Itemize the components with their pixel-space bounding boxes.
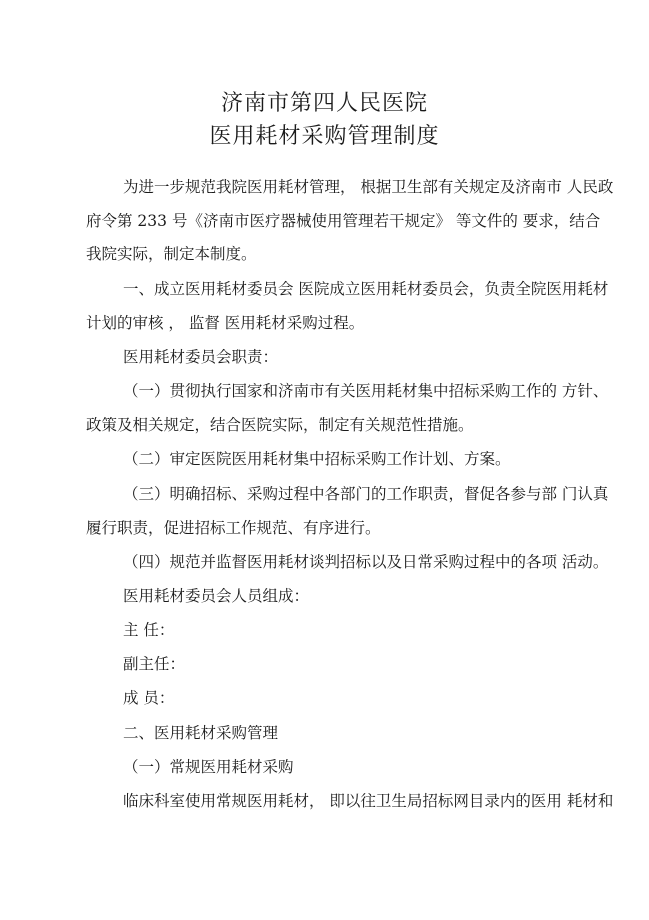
paragraph-line: 我院实际，制定本制度。 [86, 245, 257, 263]
paragraph-line: 临床科室使用常规医用耗材， 即以往卫生局招标网目录内的医用 耗材和 [123, 792, 614, 810]
document-title-line-1: 济南市第四人民医院 [220, 91, 428, 116]
paragraph-line: 医用耗材委员会职责： [123, 348, 279, 366]
paragraph-line: （二）审定医院医用耗材集中招标采购工作计划、方案。 [123, 450, 511, 468]
paragraph-line: 府令第 233 号《济南市医疗器械使用管理若干规定》 等文件的 要求，结合 [86, 212, 601, 230]
paragraph-line: 主 任： [123, 621, 175, 639]
paragraph-line: （一）贯彻执行国家和济南市有关医用耗材集中招标采购工作的 方针、 [123, 382, 609, 400]
paragraph-line: 医用耗材委员会人员组成： [123, 587, 310, 605]
paragraph-line: 一、成立医用耗材委员会 医院成立医用耗材委员会，负责全院医用耗材 [123, 280, 609, 298]
paragraph-line: （一）常规医用耗材采购 [123, 758, 294, 776]
paragraph-line: 二、医用耗材采购管理 [123, 724, 279, 742]
paragraph-line: 成 员： [123, 689, 175, 707]
paragraph-line: 履行职责，促进招标工作规范、有序进行。 [86, 519, 381, 537]
paragraph-line: 政策及相关规定，结合医院实际，制定有关规范性措施。 [86, 416, 474, 434]
paragraph-line: （四）规范并监督医用耗材谈判招标以及日常采购过程中的各项 活动。 [123, 553, 609, 571]
paragraph-line: 计划的审核 ， 监督 医用耗材采购过程。 [86, 314, 365, 332]
document-title-line-2: 医用耗材采购管理制度 [209, 124, 440, 149]
paragraph-line: （三）明确招标、采购过程中各部门的工作职责，督促各参与部 门认真 [123, 485, 609, 503]
paragraph-line: 为进一步规范我院医用耗材管理， 根据卫生部有关规定及济南市 人民政 [123, 178, 614, 196]
paragraph-line: 副主任： [123, 655, 186, 673]
